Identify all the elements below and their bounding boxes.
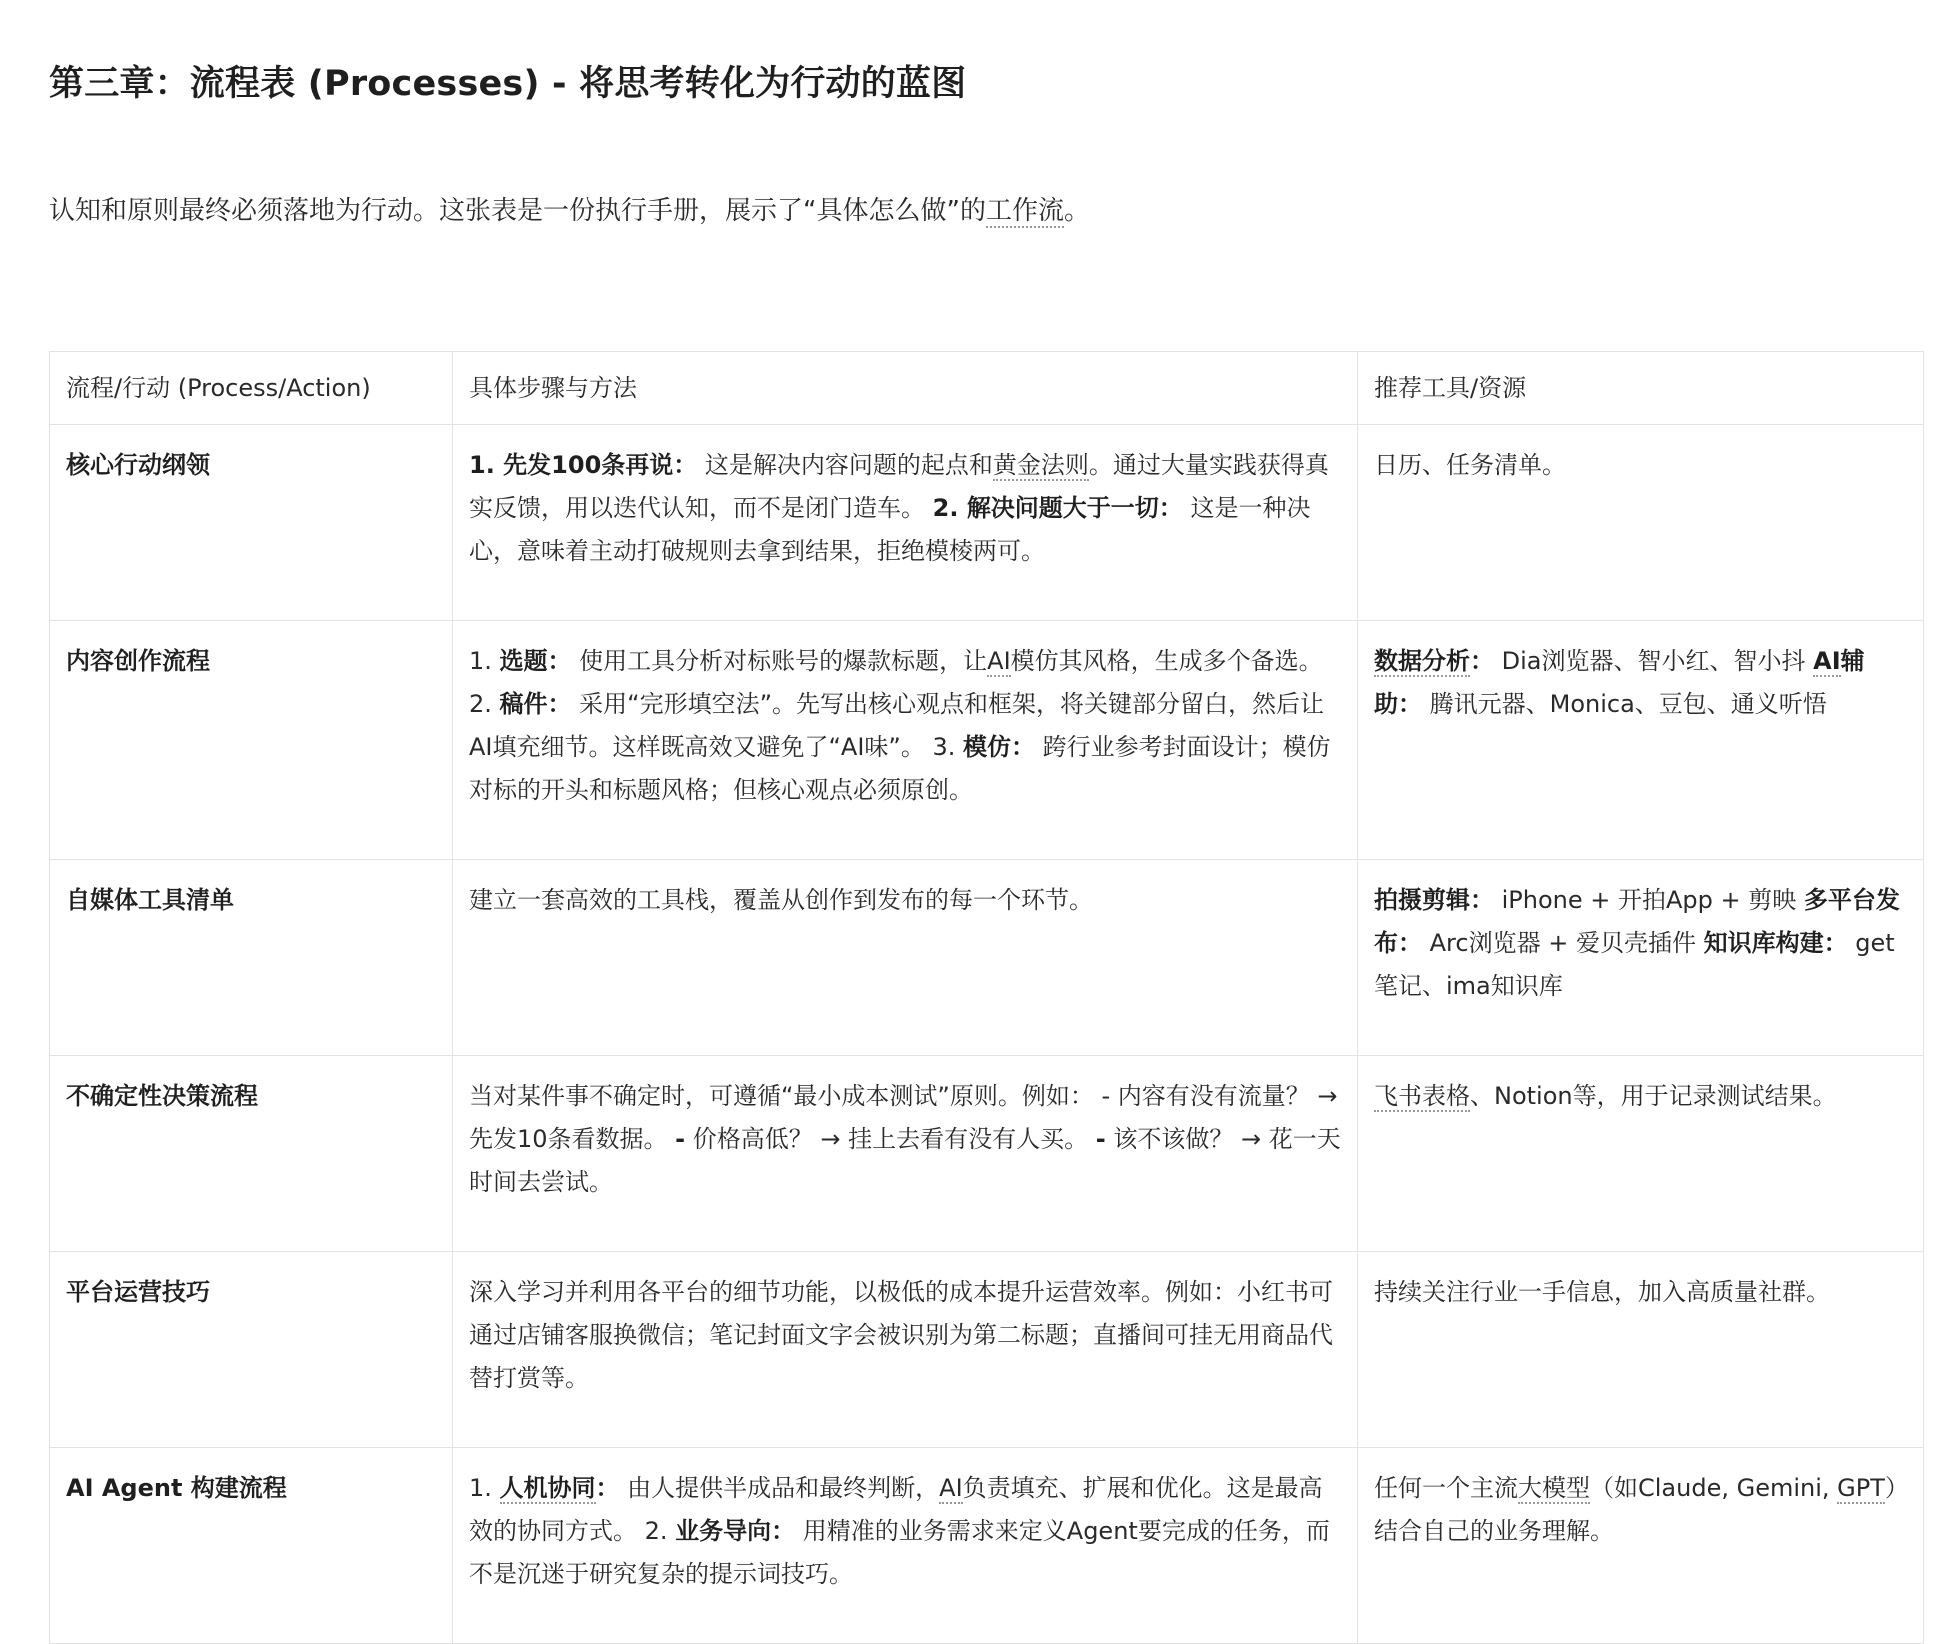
- cell-text: 。通过大量实践获得真实反馈，用以迭代认知，而不是闭门造车。: [469, 451, 1329, 522]
- bold-label: 1. 先发100条再说：: [469, 451, 698, 479]
- row-name: 自媒体工具清单: [50, 860, 453, 1056]
- bold-label: 选题：: [499, 647, 572, 675]
- row-tools: [1358, 621, 1924, 860]
- row-steps: [453, 1056, 1358, 1252]
- cell-text: 腾讯元器、Monica、豆包、通义听悟: [1422, 690, 1827, 718]
- table-row: [50, 621, 1924, 860]
- row-steps: [453, 1252, 1358, 1448]
- cell-text: Dia浏览器、智小红、智小抖: [1494, 647, 1814, 675]
- table-row: [50, 425, 1924, 621]
- cell-text: 1.: [469, 647, 500, 675]
- row-tools: [1358, 860, 1924, 1056]
- page-title: 第三章：流程表 (Processes) - 将思考转化为行动的蓝图: [49, 64, 967, 104]
- bold-label: -: [675, 1125, 686, 1153]
- intro-paragraph: [49, 190, 1090, 227]
- cell-text: 深入学习并利用各平台的细节功能，以极低的成本提升运营效率。例如：小红书可通过店铺客服换微信；笔记封面文字会被识别为第二标题；直播间可挂无用商品代替打赏等。: [469, 1278, 1333, 1392]
- term-link[interactable]: 黄金法则: [992, 451, 1089, 479]
- cell-text: 建立一套高效的工具栈，覆盖从创作到发布的每一个环节。: [469, 886, 1093, 914]
- table-row: [50, 1056, 1924, 1252]
- intro-link-term[interactable]: 工作流: [985, 196, 1064, 226]
- bold-label: 稿件：: [499, 690, 572, 718]
- cell-text: 这是一种决心，意味着主动打破规则去拿到结果，拒绝模棱两可。: [469, 494, 1311, 565]
- cell-text: 这是解决内容问题的起点和: [697, 451, 993, 479]
- table-header-row: [50, 352, 1924, 425]
- row-steps: [453, 621, 1358, 860]
- cell-text: 价格高低？ → 挂上去看有没有人买。: [685, 1125, 1096, 1153]
- cell-text: get笔记、ima知识库: [1374, 929, 1895, 1000]
- table-row: [50, 1448, 1924, 1644]
- cell-text: 该不该做？ → 花一天时间去尝试。: [469, 1125, 1341, 1196]
- term-link[interactable]: 飞书表格: [1374, 1082, 1470, 1110]
- table-row: [50, 1252, 1924, 1448]
- bold-label: 多平台发布：: [1374, 886, 1900, 957]
- bold-term-link[interactable]: 数据分析: [1374, 647, 1470, 675]
- cell-text: 1.: [469, 1474, 500, 1502]
- intro-text: 认知和原则最终必须落地为行动。这张表是一份执行手册，展示了“具体怎么做”的: [49, 196, 986, 226]
- row-tools: [1358, 1056, 1924, 1252]
- header-tools: 推荐工具/资源: [1358, 352, 1924, 425]
- cell-text: 日历、任务清单。: [1374, 451, 1566, 479]
- cell-text: 当对某件事不确定时，可遵循“最小成本测试”原则。例如： - 内容有没有流量？ → 先发10条看数据。: [469, 1082, 1338, 1153]
- row-name: AI Agent 构建流程: [50, 1448, 453, 1644]
- row-tools: [1358, 1448, 1924, 1644]
- table-row: [50, 860, 1924, 1056]
- cell-text: 负责填充、扩展和优化。这是最高效的协同方式。 2.: [469, 1474, 1323, 1545]
- cell-text: 采用“完形填空法”。先写出核心观点和框架，将关键部分留白，然后让AI填充细节。这样既高效又避免了“AI味”。 3.: [469, 690, 1325, 761]
- row-steps: [453, 425, 1358, 621]
- cell-text: 由人提供半成品和最终判断，: [619, 1474, 940, 1502]
- term-link[interactable]: AI: [987, 647, 1011, 675]
- cell-text: 用精准的业务需求来定义Agent要完成的任务，而不是沉迷于研究复杂的提示词技巧。: [469, 1517, 1330, 1588]
- cell-text: 跨行业参考封面设计；模仿对标的开头和标题风格；但核心观点必须原创。: [469, 733, 1331, 804]
- bold-label: -: [1095, 1125, 1106, 1153]
- cell-text: 模仿其风格，生成多个备选。 2.: [469, 647, 1323, 718]
- bold-label: 2. 解决问题大于一切：: [932, 494, 1183, 522]
- header-process: 流程/行动 (Process/Action): [50, 352, 453, 425]
- bold-term-link[interactable]: AI: [1813, 647, 1841, 675]
- cell-text: ）结合自己的业务理解。: [1374, 1474, 1897, 1545]
- bold-label: ：: [595, 1474, 620, 1502]
- cell-text: 使用工具分析对标账号的爆款标题，让: [571, 647, 988, 675]
- cell-text: Arc浏览器 + 爱贝壳插件: [1422, 929, 1704, 957]
- bold-label: ：: [1470, 647, 1494, 675]
- term-link[interactable]: 大模型: [1518, 1474, 1590, 1502]
- row-name: 内容创作流程: [50, 621, 453, 860]
- header-steps: 具体步骤与方法: [453, 352, 1358, 425]
- cell-text: （如Claude, Gemini,: [1590, 1474, 1838, 1502]
- bold-label: 辅助：: [1374, 647, 1865, 718]
- bold-label: 知识库构建：: [1703, 929, 1848, 957]
- row-name: 不确定性决策流程: [50, 1056, 453, 1252]
- row-steps: [453, 860, 1358, 1056]
- term-link[interactable]: AI: [939, 1474, 963, 1502]
- bold-term-link[interactable]: 人机协同: [499, 1474, 596, 1502]
- cell-text: iPhone + 开拍App + 剪映: [1494, 886, 1804, 914]
- bold-label: 业务导向：: [675, 1517, 796, 1545]
- cell-text: 任何一个主流: [1374, 1474, 1518, 1502]
- intro-text-end: 。: [1063, 196, 1090, 226]
- cell-text: 持续关注行业一手信息，加入高质量社群。: [1374, 1278, 1830, 1306]
- process-table: [49, 351, 1924, 1644]
- row-steps: [453, 1448, 1358, 1644]
- term-link[interactable]: GPT: [1837, 1474, 1885, 1502]
- bold-label: 模仿：: [963, 733, 1036, 761]
- cell-text: 、Notion等，用于记录测试结果。: [1470, 1082, 1837, 1110]
- bold-label: 拍摄剪辑：: [1374, 886, 1494, 914]
- row-name: 核心行动纲领: [50, 425, 453, 621]
- row-name: 平台运营技巧: [50, 1252, 453, 1448]
- row-tools: [1358, 425, 1924, 621]
- row-tools: [1358, 1252, 1924, 1448]
